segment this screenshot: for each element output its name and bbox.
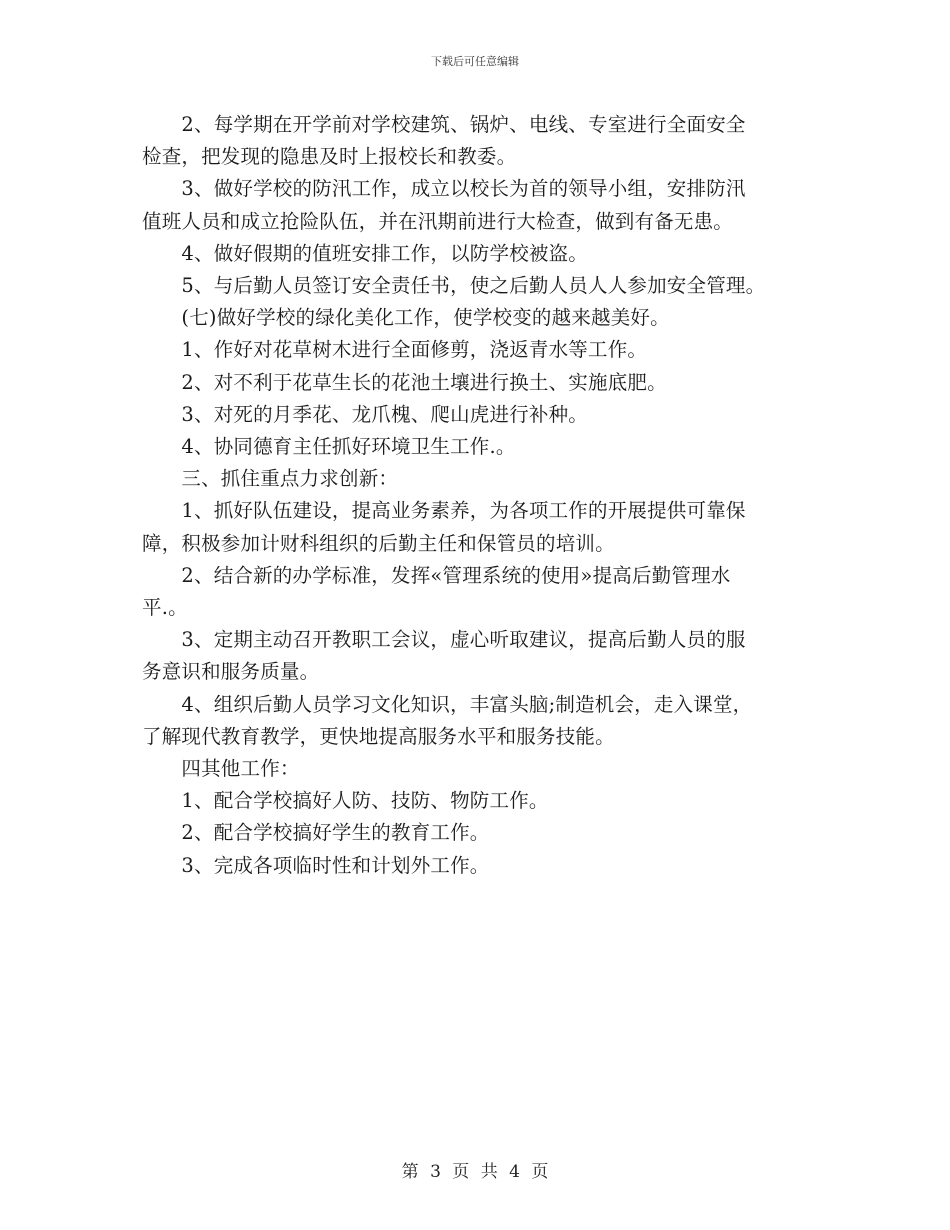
text-line: 2、配合学校搞好学生的教育工作。 [142, 821, 490, 845]
text-line: 1、作好对花草树木进行全面修剪，浇返青水等工作。 [142, 338, 648, 362]
text-line: 4、做好假期的值班安排工作，以防学校被盗。 [142, 241, 589, 265]
text-line: 障，积极参加计财科组织的后勤主任和保管员的培训。 [142, 531, 615, 555]
text-line: 3、定期主动召开教职工会议，虚心听取建议，提高后勤人员的服 [142, 628, 746, 652]
text-line: 4、组织后勤人员学习文化知识，丰富头脑;制造机会，走入课堂， [142, 692, 753, 716]
text-line: 5、与后勤人员签订安全责任书，使之后勤人员人人参加安全管理。 [142, 274, 766, 298]
text-line: 了解现代教育教学，更快地提高服务水平和服务技能。 [142, 724, 615, 748]
text-line: 2、对不利于花草生长的花池土壤进行换土、实施底肥。 [142, 370, 667, 394]
text-line: 1、配合学校搞好人防、技防、物防工作。 [142, 789, 549, 813]
page-header: 下载后可任意编辑 [431, 55, 519, 68]
text-line: 平.。 [142, 596, 188, 620]
page-footer: 第 3 页 共 4 页 [401, 1162, 549, 1182]
section-heading: (七)做好学校的绿化美化工作，使学校变的越来越美好。 [142, 306, 670, 330]
text-line: 值班人员和成立抢险队伍，并在汛期前进行大检查，做到有备无患。 [142, 209, 734, 233]
document-body [142, 109, 822, 882]
text-line: 2、结合新的办学标准，发挥«管理系统的使用»提高后勤管理水 [142, 563, 731, 587]
text-line: 检查，把发现的隐患及时上报校长和教委。 [142, 145, 517, 169]
text-line: 3、做好学校的防汛工作，成立以校长为首的领导小组，安排防汛 [142, 177, 746, 201]
text-line: 2、每学期在开学前对学校建筑、锅炉、电线、专室进行全面安全 [142, 113, 746, 136]
section-heading: 三、抓住重点力求创新： [142, 467, 399, 491]
text-line: 务意识和服务质量。 [142, 660, 320, 684]
text-line: 3、对死的月季花、龙爪槐、爬山虎进行补种。 [142, 402, 589, 426]
section-heading: 四其他工作： [142, 757, 300, 781]
text-line: 3、完成各项临时性和计划外工作。 [142, 853, 490, 877]
text-line: 1、抓好队伍建设，提高业务素养，为各项工作的开展提供可靠保 [142, 499, 746, 523]
text-line: 4、协同德育主任抓好环境卫生工作.。 [142, 435, 516, 459]
